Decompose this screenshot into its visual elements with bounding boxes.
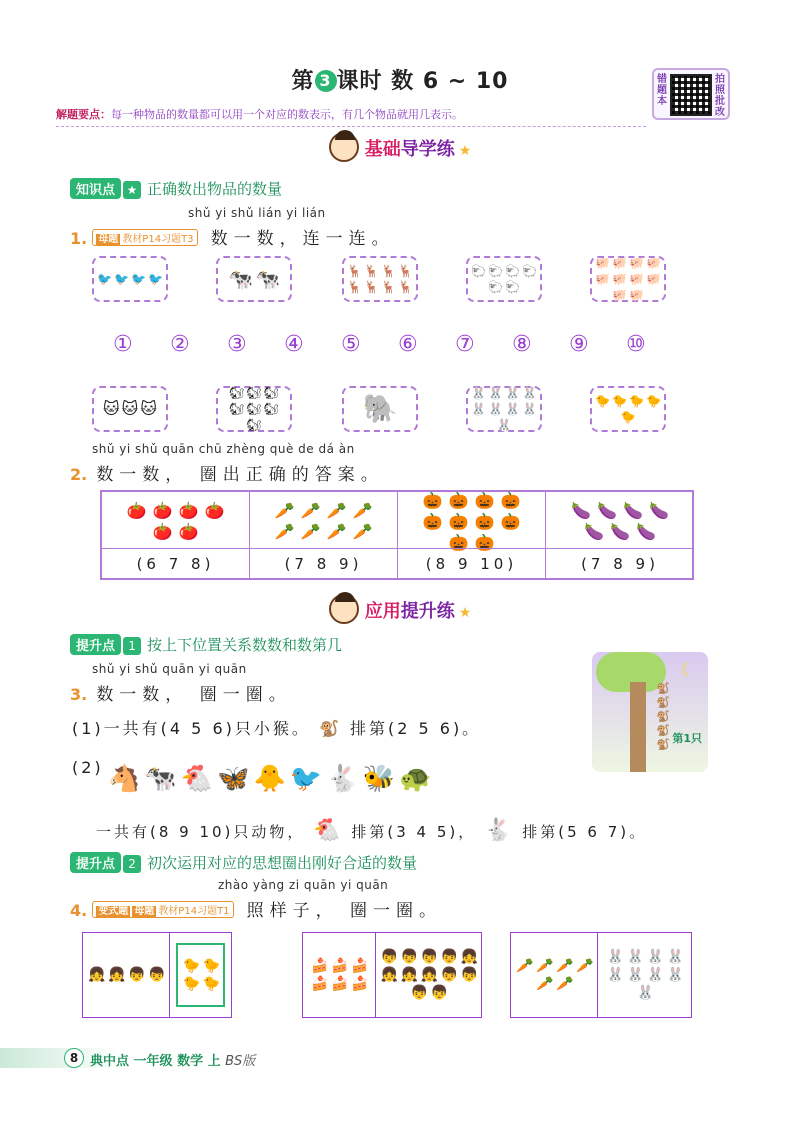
- horse-icon: 🐴: [108, 764, 141, 794]
- q2-cell: [102, 492, 250, 578]
- page-footer: [0, 1044, 800, 1072]
- knowledge-point-1: 知识点 ★ 正确数出物品的数量: [70, 178, 282, 199]
- q2-item-icon: 🥕: [274, 501, 295, 520]
- page-title: 第 3 课时 数 6 ~ 10: [291, 69, 509, 94]
- q2-item-icon: 🍆: [610, 522, 630, 541]
- pic-cats: 🐱 🐱 🐱: [92, 386, 168, 432]
- q2-item-icon: 🍆: [636, 522, 656, 541]
- q3-part1: (1)一共有(4 5 6)只小猴。 🐒 排第(2 5 6)。: [72, 719, 482, 738]
- monkey-icon: 🐒: [318, 719, 342, 738]
- q3-stem: 3. 数一数， 圈一圈。: [70, 685, 292, 705]
- q2-cell: [546, 492, 694, 578]
- q2-item-icon: 🥕: [326, 501, 347, 520]
- bee-icon: 🐝: [362, 764, 395, 794]
- pic-deer: 🦌 🦌 🦌 🦌 🦌 🦌 🦌 🦌: [342, 256, 418, 302]
- q2-item-icon: 🥕: [274, 522, 295, 541]
- section-banner-basic: 基础导学练 ★: [0, 132, 800, 162]
- hen-icon: 🐔: [313, 818, 344, 843]
- q4-box-3: 🥕 🥕 🥕 🥕 🥕 🥕 🐰 🐰 🐰 🐰 🐰 🐰 🐰 🐰 🐰: [510, 932, 692, 1018]
- q2-item-icon: 🍆: [597, 501, 617, 520]
- qr-code-icon: [670, 74, 712, 116]
- knowledge-point-2: 提升点 1 按上下位置关系数数和数第几: [70, 634, 342, 655]
- q1-badge: 母题 教材P14习题T3: [92, 229, 197, 246]
- q1-stem: 1. 母题 教材P14习题T3 数一数，连一连。: [70, 229, 395, 249]
- qr-code-box[interactable]: [652, 68, 730, 120]
- q2-item-icon: 🎃: [474, 511, 495, 531]
- butterfly-icon: 🦋: [217, 764, 250, 794]
- pic-sheep: 🐑 🐑 🐑 🐑 🐑 🐑: [466, 256, 542, 302]
- number-circle-2[interactable]: ②: [170, 332, 190, 357]
- first-label: 第1只: [672, 732, 702, 745]
- q2-item-icon: 🎃: [500, 490, 521, 510]
- number-circle-1[interactable]: ①: [113, 332, 133, 357]
- number-circle-9[interactable]: ⑨: [569, 332, 589, 357]
- monkey-icon: 🐒: [656, 696, 670, 709]
- number-circle-3[interactable]: ③: [227, 332, 247, 357]
- q2-item-icon: 🍅: [152, 522, 173, 541]
- q2-item-icon: 🍅: [152, 501, 173, 520]
- star-badge-icon: ★: [123, 181, 141, 199]
- star-icon: ★: [458, 605, 472, 621]
- qr-label-right: 拍照批改: [715, 74, 725, 118]
- monkey-icon: 🐒: [656, 682, 670, 695]
- pic-rabbits: 🐰 🐰 🐰 🐰 🐰 🐰 🐰 🐰 🐰: [466, 386, 542, 432]
- key-point-tip: 解题要点：每一种物品的数量都可以用一个对应的数表示，有几个物品就用几表示。: [56, 106, 646, 127]
- qr-label-left: 错题本: [657, 74, 667, 107]
- number-circle-4[interactable]: ④: [284, 332, 304, 357]
- q3-part2-label: (2): [72, 758, 104, 777]
- pic-cows: 🐄 🐄: [216, 256, 292, 302]
- q2-cell: [398, 492, 546, 578]
- q2-item-icon: 🍅: [126, 501, 147, 520]
- q4-box-2: 🍰 🍰 🍰 🍰 🍰 🍰 👦 👦 👦 👦 👧 👧 👧 👧 👦 👦 👦 👦: [302, 932, 482, 1018]
- q2-item-icon: 🥕: [352, 501, 373, 520]
- q2-item-icon: 🍆: [623, 501, 643, 520]
- bird-icon: 🐦: [289, 764, 323, 794]
- q2-item-icon: 🎃: [448, 511, 469, 531]
- q2-item-icon: 🍆: [584, 522, 604, 541]
- q4-badge: 变式题 母题 教材P14习题T1: [92, 901, 233, 918]
- q2-item-icon: 🎃: [474, 490, 495, 510]
- q2-item-icon: 🍅: [178, 522, 199, 541]
- q2-options[interactable]: (7 8 9): [250, 548, 397, 578]
- q2-item-icon: 🥕: [300, 522, 321, 541]
- q2-item-icon: 🎃: [448, 532, 469, 552]
- q2-pinyin: shǔ yi shǔ quān chū zhèng què de dá àn: [92, 442, 355, 456]
- turtle-icon: 🐢: [399, 764, 432, 794]
- q2-item-icon: 🎃: [448, 490, 469, 510]
- number-circle-10[interactable]: ⑩: [626, 332, 646, 357]
- cartoon-kid-icon: [329, 594, 359, 624]
- footer-text: 典中点 一年级 数学 上 BS版: [90, 1054, 256, 1069]
- star-icon: ★: [458, 143, 472, 159]
- rabbit-icon: 🐇: [326, 764, 359, 794]
- pic-elephant: 🐘: [342, 386, 418, 432]
- monkey-icon: 🐒: [656, 710, 670, 723]
- q2-options[interactable]: (7 8 9): [546, 548, 694, 578]
- q3-part2: 一共有(8 9 10)只动物， 🐔 排第(3 4 5)， 🐇 排第(5 6 7)。: [96, 818, 648, 843]
- cow-icon: 🐄: [144, 764, 177, 794]
- monkey-tree-scene: [592, 652, 708, 772]
- q2-table: [100, 490, 694, 580]
- animal-row: [108, 764, 435, 794]
- q2-stem: 2. 数一数， 圈出正确的答案。: [70, 465, 384, 485]
- moon-icon: ☾: [679, 660, 696, 681]
- pic-chicks: 🐤 🐤 🐤 🐤 🐤: [590, 386, 666, 432]
- q2-item-icon: 🍅: [178, 501, 199, 520]
- q2-cell: [250, 492, 398, 578]
- q2-item-icon: 🥕: [326, 522, 347, 541]
- number-circle-8[interactable]: ⑧: [512, 332, 532, 357]
- rabbit-icon: 🐇: [484, 818, 515, 843]
- hen-icon: 🐔: [180, 764, 214, 794]
- duck-icon: 🐥: [253, 764, 286, 794]
- q2-item-icon: 🍆: [571, 501, 591, 520]
- pic-pigs: 🐖 🐖 🐖 🐖 🐖 🐖 🐖 🐖 🐖 🐖: [590, 256, 666, 302]
- number-circle-5[interactable]: ⑤: [341, 332, 361, 357]
- q2-item-icon: 🎃: [474, 532, 495, 552]
- page-number: 8: [64, 1048, 84, 1068]
- q2-item-icon: 🍆: [649, 501, 669, 520]
- q4-pinyin: zhào yàng zi quān yi quān: [218, 878, 389, 892]
- pic-birds: 🐦 🐦 🐦 🐦: [92, 256, 168, 302]
- q2-item-icon: 🎃: [422, 490, 443, 510]
- pic-squirrels: 🐿 🐿 🐿 🐿 🐿 🐿 🐿: [216, 386, 292, 432]
- monkey-icon: 🐒: [656, 724, 670, 737]
- q2-item-icon: 🍅: [204, 501, 225, 520]
- q3-pinyin: shǔ yi shǔ quān yi quān: [92, 662, 247, 676]
- knowledge-point-3: 提升点 2 初次运用对应的思想圈出刚好合适的数量: [70, 852, 417, 873]
- q2-item-icon: 🎃: [422, 511, 443, 531]
- q2-item-icon: 🥕: [352, 522, 373, 541]
- number-circle-6[interactable]: ⑥: [398, 332, 418, 357]
- q1-pinyin: shǔ yi shǔ lián yi lián: [188, 206, 326, 220]
- monkey-icon: 🐒: [656, 738, 670, 751]
- q4-stem: 4. 变式题 母题 教材P14习题T1 照样子， 圈一圈。: [70, 901, 443, 921]
- q4-example-box: 👧 👧 👦 👦 🐤 🐤 🐤 🐤: [82, 932, 232, 1018]
- q2-options[interactable]: (6 7 8): [102, 548, 249, 578]
- q2-item-icon: 🥕: [300, 501, 321, 520]
- number-circle-7[interactable]: ⑦: [455, 332, 475, 357]
- lesson-number-badge: 3: [315, 70, 337, 92]
- q2-options[interactable]: (8 9 10): [398, 548, 545, 578]
- section-banner-apply: 应用提升练 ★: [0, 594, 800, 624]
- q2-item-icon: 🎃: [500, 511, 521, 531]
- cartoon-kid-icon: [329, 132, 359, 162]
